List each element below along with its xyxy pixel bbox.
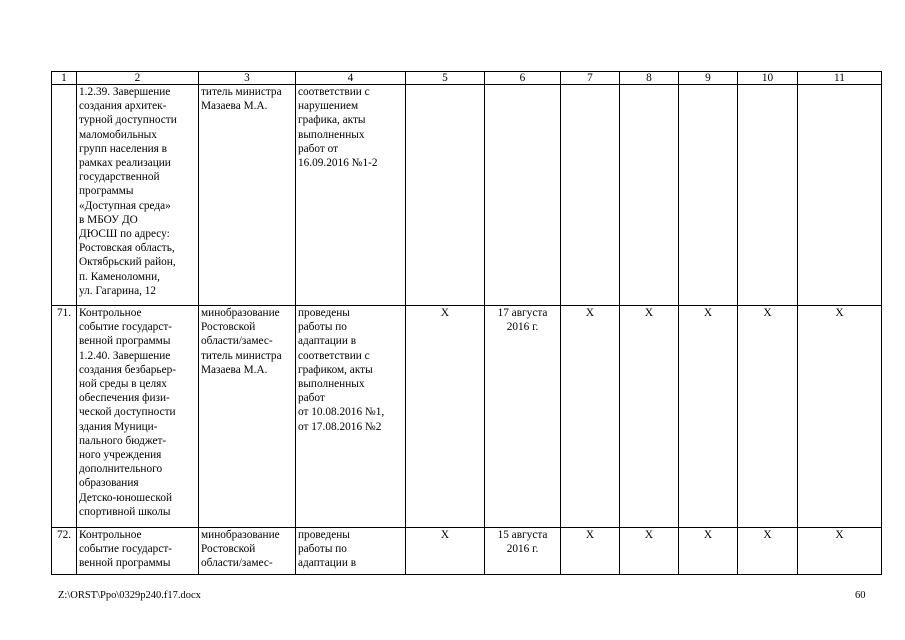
table-row — [52, 306, 882, 528]
cell-col8 — [620, 85, 679, 306]
column-number: 10 — [738, 72, 798, 85]
column-number: 4 — [296, 72, 406, 85]
column-number: 7 — [561, 72, 620, 85]
column-number: 3 — [199, 72, 296, 85]
cell-col7: Х — [561, 528, 620, 575]
column-number: 6 — [485, 72, 561, 85]
cell-date — [485, 85, 561, 306]
page-number: 60 — [855, 590, 866, 601]
cell-date: 17 августа 2016 г. — [485, 306, 561, 528]
event-description: 1.2.39. Завершение создания архитек- турной доступности маломобильных групп населения в рамках реализации государственной программы «Доступная среда» в МБОУ ДО ДЮСШ по адресу: Ростовская область, Октябрьский район, п. Каменоломни, ул. Гагарина, 12 — [77, 85, 199, 306]
row-number: 71. — [52, 306, 77, 528]
column-number: 9 — [679, 72, 738, 85]
cell-col10: Х — [738, 306, 798, 528]
report-table — [51, 71, 882, 575]
column-number: 8 — [620, 72, 679, 85]
result-status: соответствии с нарушением графика, акты выполненных работ от 16.09.2016 №1-2 — [296, 85, 406, 306]
cell-col10 — [738, 85, 798, 306]
row-number — [52, 85, 77, 306]
column-number: 1 — [52, 72, 77, 85]
cell-date: 15 августа 2016 г. — [485, 528, 561, 575]
responsible-party: минобразование Ростовской области/замес- — [199, 528, 296, 575]
column-number: 5 — [406, 72, 485, 85]
cell-col5 — [406, 85, 485, 306]
column-number: 2 — [77, 72, 199, 85]
table-row — [52, 85, 882, 306]
responsible-party: титель министра Мазаева М.А. — [199, 85, 296, 306]
cell-col9 — [679, 85, 738, 306]
cell-col7: Х — [561, 306, 620, 528]
cell-col5: Х — [406, 528, 485, 575]
cell-col7 — [561, 85, 620, 306]
cell-col8: Х — [620, 306, 679, 528]
responsible-party: минобразование Ростовской области/замес- титель министра Мазаева М.А. — [199, 306, 296, 528]
cell-col11 — [798, 85, 882, 306]
cell-col9: Х — [679, 306, 738, 528]
cell-col11: Х — [798, 528, 882, 575]
table-header-row — [52, 72, 882, 85]
table-row — [52, 528, 882, 575]
cell-col11: Х — [798, 306, 882, 528]
cell-col5: Х — [406, 306, 485, 528]
cell-col10: Х — [738, 528, 798, 575]
column-number: 11 — [798, 72, 882, 85]
row-number: 72. — [52, 528, 77, 575]
cell-col9: Х — [679, 528, 738, 575]
cell-col8: Х — [620, 528, 679, 575]
result-status: проведены работы по адаптации в — [296, 528, 406, 575]
footer-file-path: Z:\ORST\Ppo\0329p240.f17.docx — [58, 590, 201, 601]
event-description: Контрольное событие государст- венной программы — [77, 528, 199, 575]
result-status: проведены работы по адаптации в соответствии с графиком, акты выполненных работ от 10.08.2016 №1, от 17.08.2016 №2 — [296, 306, 406, 528]
event-description: Контрольное событие государст- венной программы 1.2.40. Завершение создания безбарьер- ной среды в целях обеспечения физи- ческой доступности здания Муници- пального бюджет- ного учреждения дополнительного образования Детско-юношеской спортивной школы — [77, 306, 199, 528]
